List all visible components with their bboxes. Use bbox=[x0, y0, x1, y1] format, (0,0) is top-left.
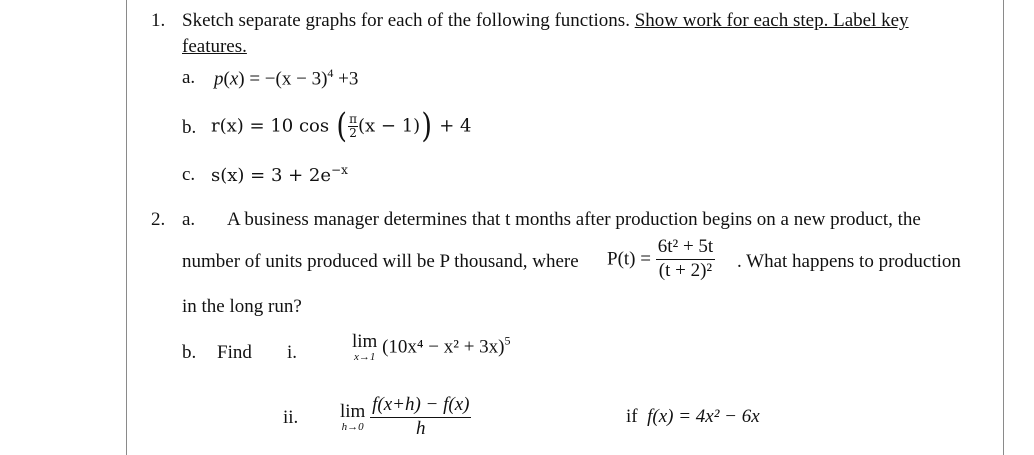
q2b-lim1-expr: (10x⁴ − x² + 3x) bbox=[382, 336, 505, 358]
q2b-if: if bbox=[626, 406, 638, 427]
q1c-exponent: −x bbox=[331, 163, 348, 177]
q2b-lim2-word: lim bbox=[340, 400, 366, 422]
q1b-close-paren: ) bbox=[421, 106, 433, 146]
q1b-lhs: r(x) = 10 cos bbox=[211, 115, 330, 137]
q1a-rhs: = −(x − 3) bbox=[249, 68, 328, 90]
q1b-inner: (x − 1) bbox=[358, 115, 421, 137]
q1a-label: a. bbox=[182, 67, 196, 88]
q1b-pi-over-2 bbox=[348, 113, 358, 139]
q2b-ii-label: ii. bbox=[283, 407, 299, 428]
q2b-if-clause bbox=[626, 406, 760, 428]
q1-intro-line bbox=[182, 10, 909, 32]
q2b-limit-2 bbox=[340, 394, 471, 441]
q2a-frac-num: 6t² + 5t bbox=[656, 236, 715, 260]
q2b-lim2-den: h bbox=[416, 417, 426, 439]
q2b-label: b. bbox=[182, 342, 197, 363]
q1-instruction-line1: Show work for each step. Label key bbox=[634, 10, 909, 31]
q1b-open-paren: ( bbox=[336, 106, 347, 146]
q2a-formula bbox=[607, 236, 715, 283]
q2-number: 2. bbox=[151, 209, 166, 230]
q2b-f-definition: f(x) = 4x² − 6x bbox=[647, 406, 760, 427]
q2b-lim1-sub: x→1 bbox=[353, 351, 376, 363]
q1c-label: c. bbox=[182, 164, 196, 185]
q1b-label: b. bbox=[182, 117, 197, 138]
q1a-exponent: 4 bbox=[327, 66, 334, 80]
q1c-equation bbox=[211, 163, 348, 186]
q2a-fraction bbox=[656, 236, 715, 283]
q1b-two: 2 bbox=[349, 125, 357, 140]
q2b-limit-1 bbox=[352, 332, 511, 363]
q1-intro: Sketch separate graphs for each of the following functions. bbox=[182, 10, 630, 31]
q2b-find: Find bbox=[217, 342, 252, 363]
q2b-lim2-num: f(x+h) − f(x) bbox=[370, 394, 471, 418]
q2b-lim2-operator bbox=[340, 402, 365, 433]
q1a-equation: $p(x) = -(x - 3)^4 +3$ bbox=[214, 66, 359, 90]
q2b-lim1-operator bbox=[352, 332, 377, 363]
q2a-label: a. bbox=[182, 209, 196, 230]
q2a-line3: in the long run? bbox=[182, 296, 302, 317]
q1b-equation bbox=[211, 106, 471, 146]
q2b-lim2-fraction bbox=[370, 394, 471, 441]
q1a-tail: +3 bbox=[338, 68, 359, 90]
q2a-line2-end: . What happens to production bbox=[737, 251, 961, 272]
page-border-right bbox=[1003, 0, 1004, 455]
q2a-P-lhs: P(t) = bbox=[607, 248, 651, 270]
q1b-pi: π bbox=[349, 111, 357, 126]
q2a-frac-den: (t + 2)² bbox=[658, 259, 713, 281]
q2a-line1: A business manager determines that t months after production begins on a new product, the bbox=[227, 209, 921, 230]
q2b-lim1-word: lim bbox=[352, 331, 378, 352]
q1b-tail: + 4 bbox=[439, 115, 472, 137]
q1-number: 1. bbox=[151, 10, 166, 31]
q2a-line2-start: number of units produced will be P thousand, where bbox=[182, 251, 579, 272]
q1c-lhs: s(x) = 3 + 2e bbox=[211, 165, 332, 186]
q2b-i-label: i. bbox=[287, 342, 298, 363]
q2b-lim1-exp: 5 bbox=[504, 333, 511, 348]
q1-instruction-line2: features. bbox=[182, 36, 247, 57]
page-border-left bbox=[126, 0, 127, 455]
q2b-lim2-sub: h→0 bbox=[341, 420, 364, 433]
